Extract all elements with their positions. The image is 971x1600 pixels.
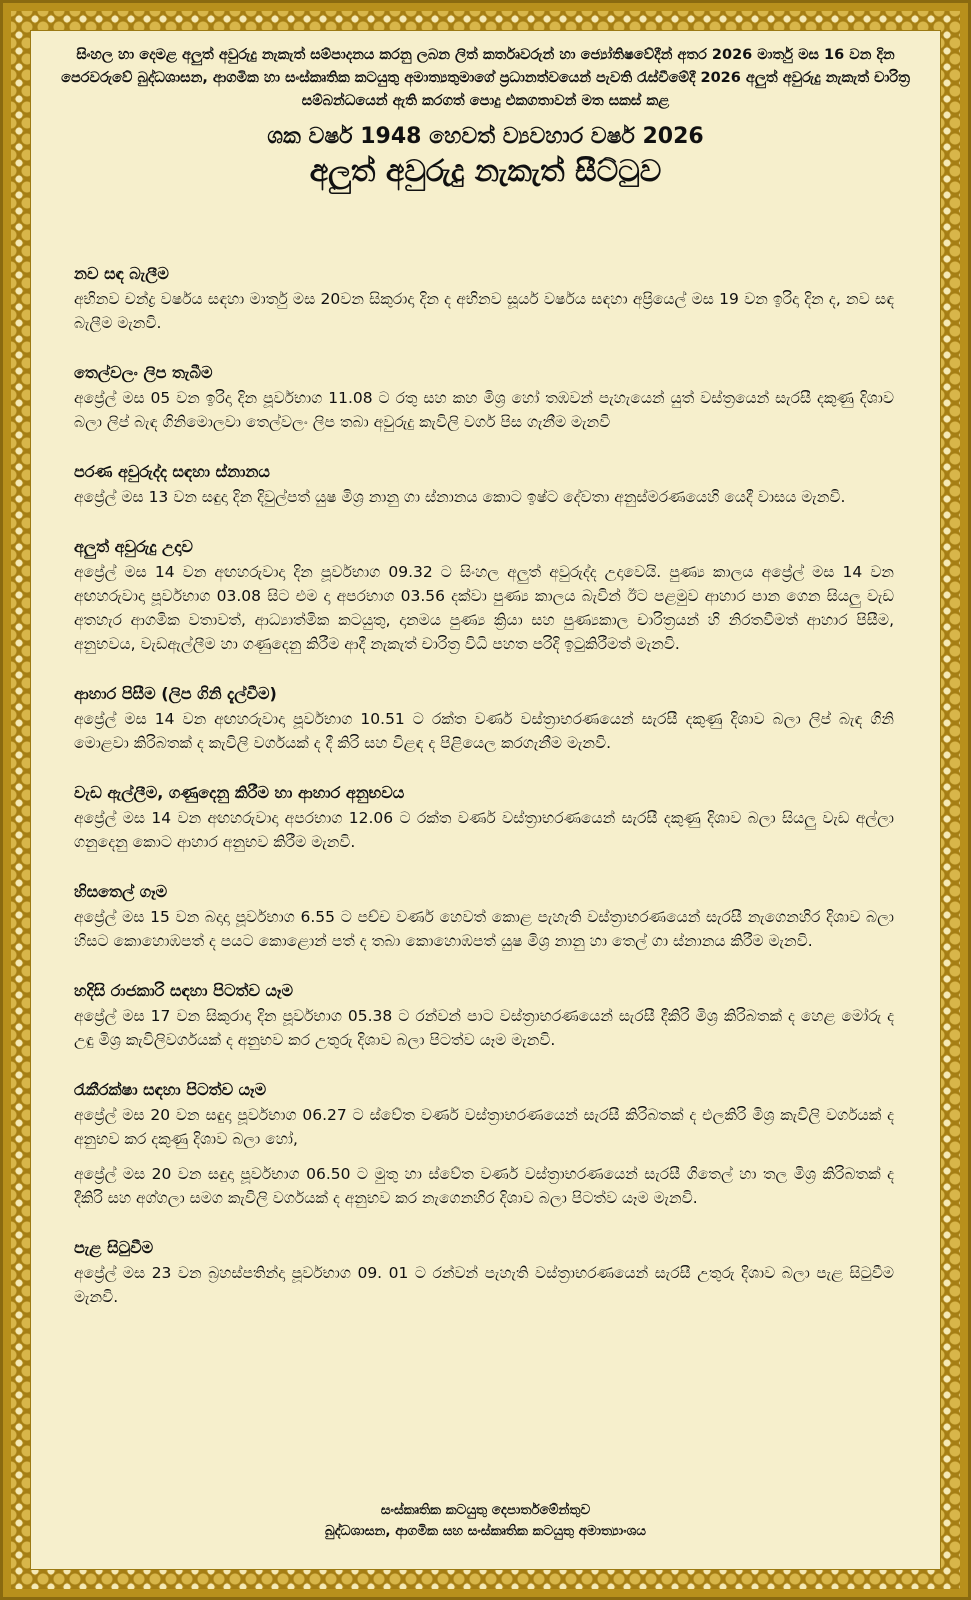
section-leaving-for-work [74,1079,894,1210]
section-old-year-bath [74,461,894,509]
intro-text: සිංහල හා දෙමළ අලුත් අවුරුදු නැකැත් සම්පාදනය කරනු ලබන ලිත් කර්තෘවරුන් හා ජ්‍යෝතිෂවේදීන් අතර 2026 මාර්තු මස 16 වන දින පෙරවරුවේ බුද්ධශාසන, ආගමික හා සංස්කෘතික කටයුතු අමාත්‍යතුමාගේ ප්‍රධානත්වයෙන් පැවති රැස්වීමේදී 2026 අලුත් අවුරුදු නැකැත් චාරිත්‍ර සම්බන්ධයෙන් ඇති කරගත් පොදු එකගතාවන් මත සකස් කළ [61,47,910,109]
section-text: අප්‍රේල් මස 13 වන සඳුදා දින දිවුල්පත් යුෂ මිශ්‍ර නානු ගා ස්නානය කොට ඉෂ්ට දේවතා අනුස්මරණයෙහි යෙදී වාසය මැනවි. [74,488,846,506]
footer-department: සංස්කෘතික කටයුතු දෙපාර්තමේන්තුව [380,1502,591,1518]
section-heading: ආහාර පිසීම (ලිප ගිනි දැල්වීම) [74,684,277,703]
sections-list [74,263,894,1336]
section-heading: තෙල්වලං ලිප තැබීම [74,363,213,382]
document-subtitle: ශක වර්ෂ 1948 හෙවත් ව්‍යවහාර වර්ෂ 2026 [267,124,704,149]
section-text: අප්‍රේල් මස 05 වන ඉරිදා දින පූර්වභාග 11.08 ට රතු සහ කහ මිශ්‍ර හෝ තඹවන් පැහැයෙන් යුත් වස්ත්‍රයෙන් සැරසී දකුණු දිශාව බලා ලිප් බැඳ ගිනිමොලවා තෙල්වලං ලිප තබා අවුරුදු කැවිලි වර්ග පිස ගැනීම මැනවි [74,389,894,431]
section-heading: නව සඳ බැලීම [74,264,169,283]
section-heading: වැඩ ඇල්ලීම, ගණුදෙනු කිරීම හා ආහාර අනුභවය [74,783,405,802]
section-text: අප්‍රේල් මස 15 වන බදාදා පූර්වභාග 6.55 ට පච්ච වර්ණ හෙවත් කොළ පැහැති වස්ත්‍රාභරණයෙන් සැරසී නැගෙනහිර දිශාව බලා හිසට කොහොඹපත් ද පයට කොළොන් පත් ද තබා කොහොඹපත් යුෂ මිශ්‍ර නානු හා තෙල් ගා ස්නානය කිරීම මැනවි. [74,908,894,950]
section-text: අප්‍රේල් මස 23 වන බ්‍රහස්පතින්දා පූර්වභාග 09. 01 ට රන්වන් පැහැති වස්ත්‍රාභරණයෙන් සැරසී උතුරු දිශාව බලා පැළ සිටුවීම මැනවි. [74,1264,894,1306]
footer-ministry: බුද්ධශාසන, ආගමික සහ සංස්කෘතික කටයුතු අමාත්‍යාංශය [324,1523,646,1539]
document-title: අලුත් අවුරුදු නැකැත් සීට්ටුව [309,154,662,189]
section-new-year-dawn [74,536,894,656]
section-heading: පැළ සිටුවීම [74,1238,154,1257]
section-new-moon [74,263,894,335]
section-oil-anointing [74,881,894,953]
section-heading: පරණ අවුරුද්ද සඳහා ස්නානය [74,462,270,481]
section-urgent-duties [74,980,894,1052]
section-heading: හිසතෙල් ගෑම [74,882,168,901]
document-header [40,44,931,191]
section-text: අප්‍රේල් මස 20 වන සඳුදා පූර්වභාග 06.50 ට මුතු හා ස්වේත වර්ණ වස්ත්‍රාභරණයෙන් සැරසී ගිතෙල් හා තල මිශ්‍ර කිරිබතක් ද දීකිරි සහ අග්ගලා සමග කැවිලි වර්ගයක් ද අනුභව කර නැගෙනහිර දිශාව බලා පිටත්ව යෑම මැනවි. [74,1165,894,1207]
section-heading: හදිසි රාජකාරි සඳහා පිටත්ව යෑම [74,981,293,1000]
section-text: අප්‍රේල් මස 17 වන සිකුරාදා දින පූර්වභාග 05.38 ට රන්වන් පාට වස්ත්‍රාභරණයෙන් සැරසී දීකිරි මිශ්‍ර කිරිබතක් ද හෙළ මෝරු ද උඳු මිශ්‍ර කැවිලිවර්ගයක් ද අනුභව කර උතුරු දිශාව බලා පිටත්ව යෑම මැනවි. [74,1007,894,1049]
section-text: අප්‍රේල් මස 14 වන අඟහරුවාදා අපරභාග 12.06 ට රක්ත වර්ණ වස්ත්‍රාභරණයෙන් සැරසී දකුණු දිශාව බලා සියලු වැඩ අල්ලා ගනුදෙනු කොට ආහාර අනුභව කිරීම මැනවි. [74,809,894,851]
section-work-transactions [74,782,894,854]
section-text: අප්‍රේල් මස 20 වන සඳුදා පූර්වභාග 06.27 ට ස්වේත වර්ණ වස්ත්‍රාභරණයෙන් සැරසී කිරිබතක් ද එලකිරි මිශ්‍ර කැවිලි වර්ගයක් ද අනුභව කර දකුණු දිශාව බලා හෝ, [74,1106,894,1148]
section-cooking [74,683,894,755]
section-planting [74,1237,894,1309]
section-heading: අලුත් අවුරුදු උදාව [74,537,193,556]
section-text: අභිනව චන්ද්‍ර වර්ෂය සඳහා මාර්තු මස 20වන සිකුරාදා දින ද අභිනව සූර්ය වර්ෂය සඳහා අප්‍රියෙල් මස 19 වන ඉරිදා දින ද, නව සඳ බැලීම මැනවි. [74,290,894,332]
document-footer [40,1500,931,1542]
section-text: අප්‍රේල් මස 14 වන අඟහරුවාදා පූර්වභාග 10.51 ට රක්ත වර්ණ වස්ත්‍රාභරණයෙන් සැරසී දකුණු දිශාව බලා ලිප් බැඳ ගිනි මොළවා කිරිබතක් ද කැවිලි වර්ගයක් ද දී කිරි සහ විළඳ ද පිළියෙල කරගැනීම මැනවි. [74,710,894,752]
section-heading: රැකීරක්ෂා සඳහා පිටත්ව යෑම [74,1080,267,1099]
section-text: අප්‍රේල් මස 14 වන අඟහරුවාදා දින පූර්වභාග 09.32 ට සිංහල අලුත් අවුරුද්ද උදාවෙයි. පුණ්‍ය කාලය අප්‍රේල් මස 14 වන අඟහරුවාදා පූර්වභාග 03.08 සිට එම දා අපරභාග 03.56 දක්වා පුණ්‍ය කාලය බැවින් ඊට පළමුව ආහාර පාන ගෙන සියලු වැඩ අතහැර ආගමික වතාවත්, ආධ්‍යාත්මික කටයුතු, දානමය පුණ්‍ය ක්‍රියා සහ පුණ්‍යකාල චාරිත්‍රයන් හි නිරතවීමත් ආහාර පිසීම, අනුභවය, වැඩඇල්ලීම හා ගණුදෙනු කිරීම ආදී නැකැත් චාරිත්‍ර විධි පහත පරිදි ඉටුකිරීමත් මැනවි. [74,563,894,653]
section-oil-hearth [74,362,894,434]
